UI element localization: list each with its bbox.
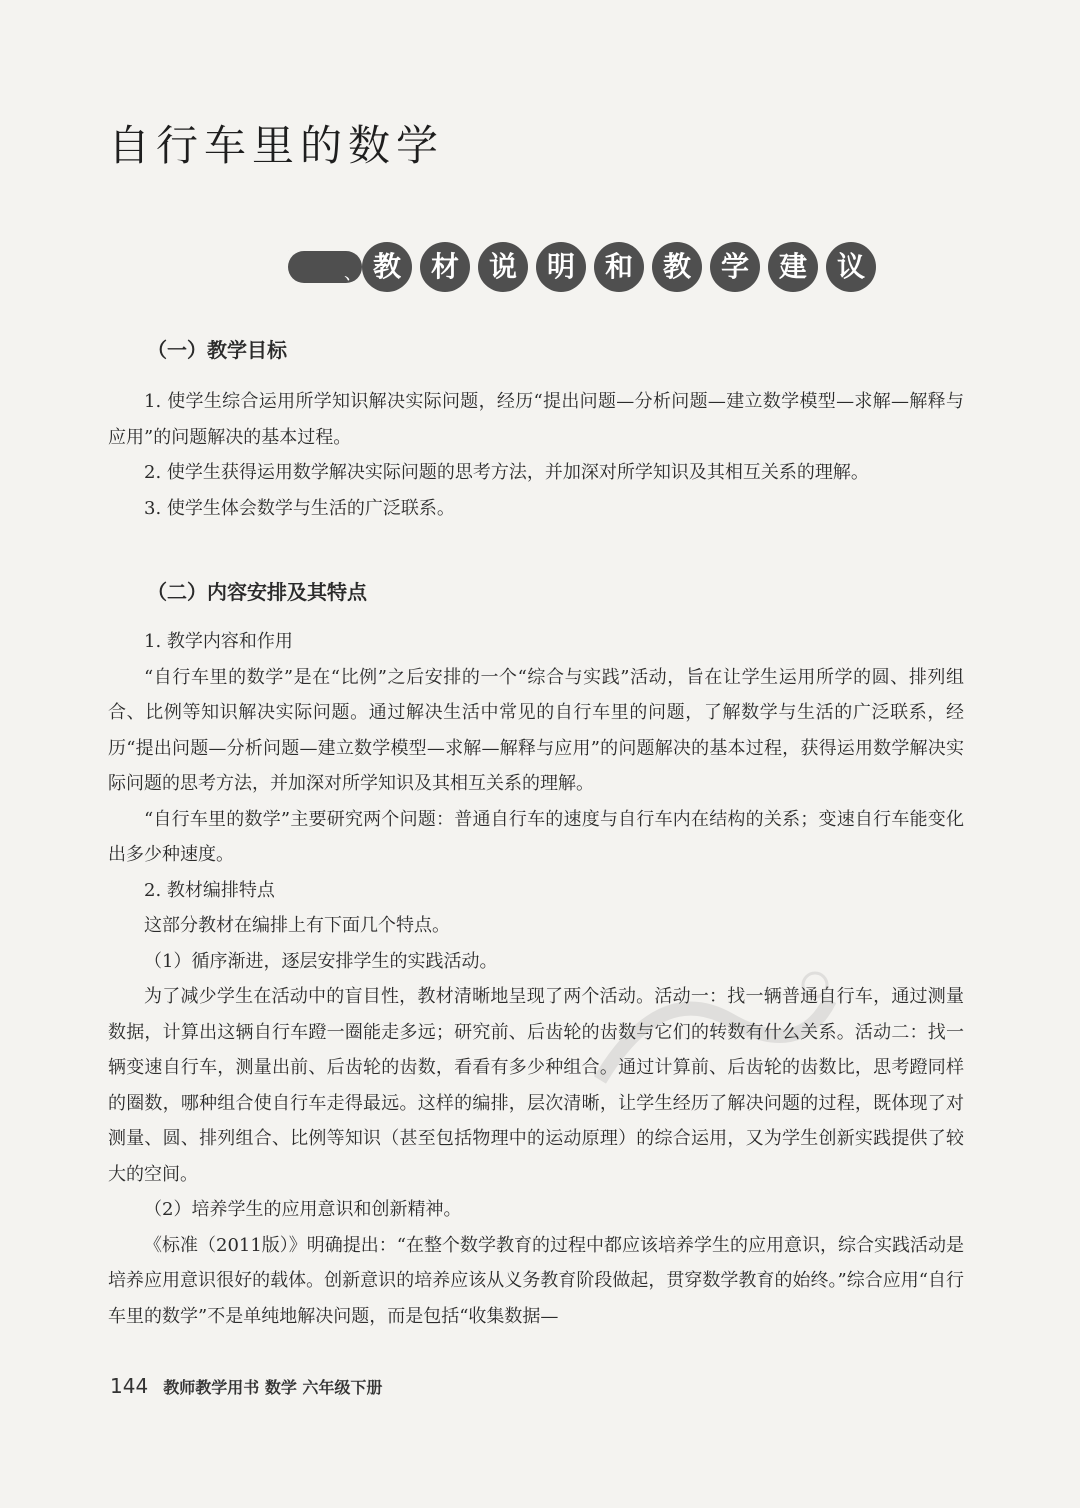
paragraph: 为了减少学生在活动中的盲目性，教材清晰地呈现了两个活动。活动一：找一辆普通自行车，通过测量数据，计算出这辆自行车蹬一圈能走多远；研究前、后齿轮的齿数与它们的转数有什么关系。活动二：找一辆变速自行车，测量出前、后齿轮的齿数，看看有多少种组合。通过计算前、后齿轮的齿数比，思考蹬同样的圈数，哪种组合使自行车走得最远。这样的编排，层次清晰，让学生经历了解决问题的过程，既体现了对测量、圆、排列组合、比例等知识（甚至包括物理中的运动原理）的综合运用，又为学生创新实践提供了较大的空间。 [108, 986, 964, 1185]
banner-char: 和 [594, 242, 644, 292]
section-heading-content: （二）内容安排及其特点 [147, 580, 367, 604]
paragraph: 1. 教学内容和作用 [144, 631, 293, 652]
page-number: 144 [110, 1374, 149, 1398]
paragraph: 1. 使学生综合运用所学知识解决实际问题，经历“提出问题—分析问题—建立数学模型—求解—解释与应用”的问题解决的基本过程。 [108, 391, 964, 448]
paragraph: 2. 教材编排特点 [144, 879, 275, 901]
objectives-body [108, 384, 964, 526]
paragraph: “自行车里的数学”是在“比例”之后安排的一个“综合与实践”活动，旨在让学生运用所学的圆、排列组合、比例等知识解决实际问题。通过解决生活中常见的自行车里的问题，了解数学与生活的广泛联系，经历“提出问题—分析问题—建立数学模型—求解—解释与应用”的问题解决的基本过程，获得运用数学解决实际问题的思考方法，并加深对所学知识及其相互关系的理解。 [108, 666, 964, 794]
banner-char: 明 [536, 242, 586, 292]
paragraph: （1）循序渐进，逐层安排学生的实践活动。 [144, 950, 498, 972]
book-name: 教师教学用书 数学 六年级下册 [163, 1378, 383, 1397]
watermark-icon [580, 960, 840, 1110]
banner-char: 材 [420, 242, 470, 292]
banner-char: 说 [478, 242, 528, 292]
page-title: 自行车里的数学 [108, 121, 445, 170]
paragraph: 3. 使学生体会数学与生活的广泛联系。 [144, 497, 455, 519]
banner-chars [362, 242, 876, 292]
section-banner [288, 236, 865, 298]
banner-dash: 一 [288, 251, 362, 283]
paragraph: 2. 使学生获得运用数学解决实际问题的思考方法，并加深对所学知识及其相互关系的理解。 [144, 462, 869, 483]
paragraph: 《标准（2011版）》明确提出：“在整个数学教育的过程中都应该培养学生的应用意识，综合实践活动是培养应用意识很好的载体。创新意识的培养应该从义务教育阶段做起，贯穿数学教育的始终。”综合应用“自行车里的数学”不是单纯地解决问题，而是包括“收集数据— [108, 1234, 965, 1327]
banner-char: 建 [768, 242, 818, 292]
banner-char: 教 [362, 242, 412, 292]
paragraph: （2）培养学生的应用意识和创新精神。 [144, 1199, 462, 1220]
banner-char: 学 [710, 242, 760, 292]
paragraph: “自行车里的数学”主要研究两个问题：普通自行车的速度与自行车内在结构的关系；变速自行车能变化出多少种速度。 [108, 808, 964, 865]
section-heading-objectives: （一）教学目标 [147, 338, 287, 362]
page-footer [110, 1372, 382, 1402]
paragraph: 这部分教材在编排上有下面几个特点。 [144, 915, 450, 936]
banner-char: 教 [652, 242, 702, 292]
banner-char: 议 [826, 242, 876, 292]
banner-comma: 、 [344, 263, 362, 284]
